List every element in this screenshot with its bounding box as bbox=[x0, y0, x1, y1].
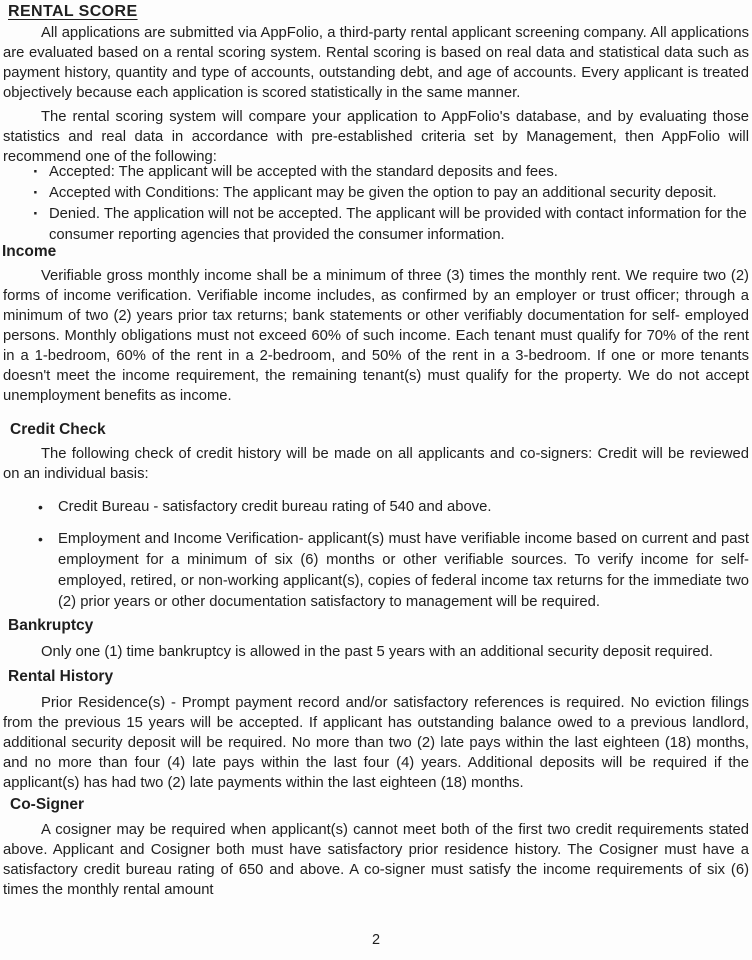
credit-criteria-list bbox=[3, 497, 749, 613]
paragraph-rental-history: Prior Residence(s) - Prompt payment record and/or satisfactory references is required. No eviction filings from the previous 15 years will be accepted. If applicant has outstanding balance owed to a previous landlord, additional security deposit will be required. No more than two (2) late pays within the last eighteen (18) months, and no more than four (4) late pays within the last four (4) years. Additional deposits will be required if the applicant(s) has had two (2) late payments within the last eighteen (18) months. bbox=[3, 695, 749, 791]
paragraph-co-signer: A cosigner may be required when applicant(s) cannot meet both of the first two credit requirements stated above. Applicant and Cosigner both must have satisfactory prior residence history. The Cosigner must have a satisfactory credit bureau rating of 650 and above. A co-signer must satisfy the income requirements of six (6) times the monthly rental amount bbox=[3, 822, 749, 898]
list-item-accepted: · Accepted: The applicant will be accepted with the standard deposits and fees. bbox=[3, 162, 749, 183]
paragraph-intro-1: All applications are submitted via AppFolio, a third-party rental applicant screening company. All applications are evaluated based on a rental scoring system. Rental scoring is based on real data and statistical data such as payment history, quantity and type of accounts, outstanding debt, and age of accounts. Every applicant is treated objectively because each application is scored statistically in the same manner. bbox=[3, 25, 749, 101]
document-title: RENTAL SCORE bbox=[8, 3, 138, 20]
paragraph-intro-2: The rental scoring system will compare your application to AppFolio's database, and by evaluating those statistics and real data in accordance with pre-established criteria set by Management, then AppFolio will recommend one of the following: bbox=[3, 109, 749, 165]
recommendation-list bbox=[3, 162, 749, 246]
heading-bankruptcy: Bankruptcy bbox=[8, 617, 94, 634]
list-item-accepted-with-conditions: · Accepted with Conditions: The applicant may be given the option to pay an additional security deposit. bbox=[3, 183, 749, 204]
paragraph-bankruptcy: Only one (1) time bankruptcy is allowed in the past 5 years with an additional security deposit required. bbox=[41, 644, 713, 660]
page-number: 2 bbox=[371, 932, 381, 948]
heading-rental-history: Rental History bbox=[8, 668, 114, 685]
heading-credit-check: Credit Check bbox=[10, 421, 106, 438]
paragraph-income: Verifiable gross monthly income shall be a minimum of three (3) times the monthly rent. We require two (2) forms of income verification. Verifiable income includes, as confirmed by an employer or trust officer; through a minimum of two (2) years prior tax returns; bank statements or other verifiably documentation for self- employed persons. Monthly obligations must not exceed 60% of such income. Each tenant must qualify for 70% of the rent in a 1-bedroom, 60% of the rent in a 2-bedroom, and 50% of the rent in a 3-bedroom. If one or more tenants doesn't meet the income requirement, the remaining tenant(s) must qualify for the property. We do not accept unemployment benefits as income. bbox=[3, 268, 749, 404]
list-item-employment-verification: • Employment and Income Verification- applicant(s) must have verifiable income based on current and past employment for a minimum of six (6) months or other verifiable sources. To verify income for self-employed, retired, or non-working applicant(s), copies of federal income tax returns for the immediate two (2) prior years or other documentation satisfactory to management will be required. bbox=[3, 529, 749, 613]
paragraph-credit-check: The following check of credit history will be made on all applicants and co-signers: Credit will be reviewed on an individual basis: bbox=[3, 446, 749, 482]
list-item-denied: · Denied. The application will not be accepted. The applicant will be provided with contact information for the consumer reporting agencies that provided the consumer information. bbox=[3, 204, 749, 246]
heading-co-signer: Co-Signer bbox=[10, 796, 85, 813]
heading-income: Income bbox=[2, 243, 57, 260]
list-item-credit-bureau: • Credit Bureau - satisfactory credit bureau rating of 540 and above. bbox=[3, 497, 749, 518]
